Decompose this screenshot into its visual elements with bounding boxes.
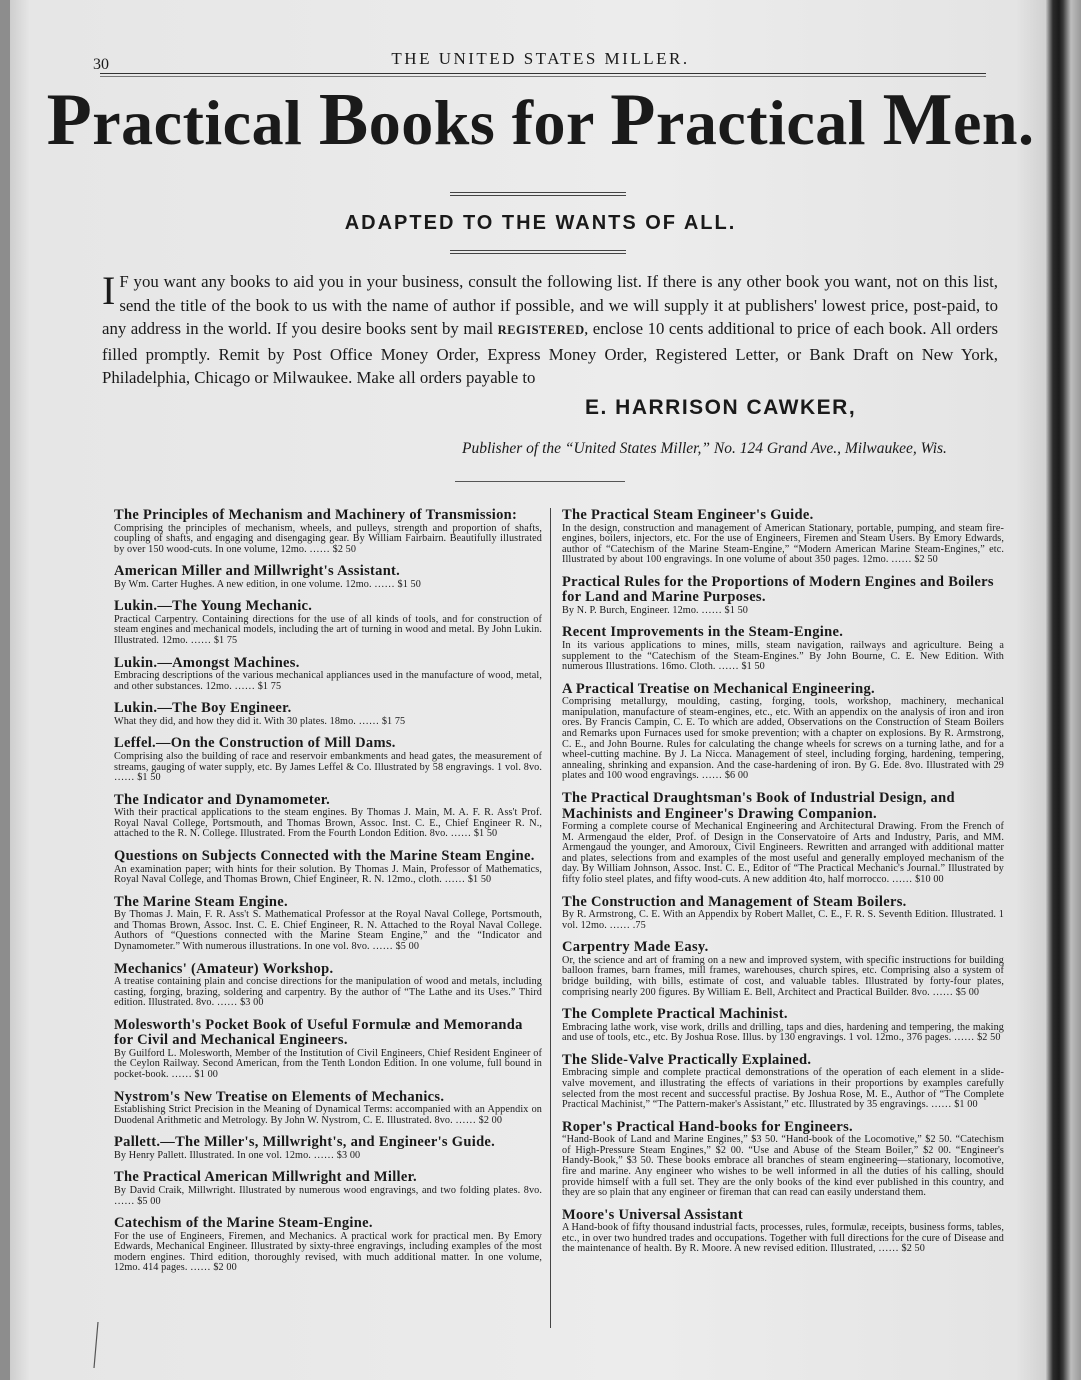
- book-price: $5 00: [395, 940, 420, 952]
- book-title: Lukin.—The Boy Engineer.: [114, 700, 292, 717]
- page-binding-edge: [1045, 0, 1081, 1380]
- book-description-text: With their practical applications to the steam engines. By Thomas J. Main, M. A. F. R. Ass't Prof. Royal Naval College, Portsmouth, and Thomas Brown, Assoc. Inst. C. E., Chief Engineer R. N., attached to the R. N. College. Illustrated. From the Fourth London Edition. 8vo.: [114, 807, 542, 840]
- book-entry: [114, 849, 542, 886]
- book-description: Embracing lathe work, vise work, drills and drilling, taps and dies, hardening and tempering, the making and use of tools, etc., etc. By Joshua Rose. Illus. by 130 engravings. 1 vol. 12mo., 376 pages. …… $2 50: [562, 1021, 1004, 1044]
- book-entry: [562, 625, 1004, 672]
- intro-registered: REGISTERED,: [497, 323, 589, 337]
- book-title: American Miller and Millwright's Assistant.: [114, 563, 401, 580]
- book-description: By Thomas J. Main, F. R. Ass't S. Mathematical Professor at the Royal Naval College, Portsmouth, and Thomas Brown, Assoc. Inst. C. E. Chief Engineer, R. N. Attached to the Royal Naval College. Authors of “Questions connected with the Marine Steam Engine,” and the “Indicator and Dynamometer.” With numerous illustrations. In one vol. 8vo. …… $5 00: [114, 909, 542, 952]
- book-entry: [114, 564, 542, 590]
- book-title: Pallett.—The Miller's, Millwright's, and Engineer's Guide.: [114, 1134, 496, 1151]
- intro-text-2: enclose 10 cents additional to price of each book. All orders filled promptly. Remit by Post Office Money Order, Express Money Order, Registered Letter, or Bank Draft on New York, Philadelphia, Chicago or Milwaukee. Make all orders payable to: [102, 319, 999, 387]
- book-description: A treatise containing plain and concise directions for the manipulation of wood and metals, including casting, forging, brazing, soldering and carpentry. By the author of “The Lathe and its Uses.” Third edition. Illustrated. 8vo. …… $3 00: [114, 976, 542, 1009]
- book-description-text: By Guilford L. Molesworth, Member of the Institution of Civil Engineers, Chief Resident Engineer of the Ceylon Railway. Second American, from the Tenth London Edition. In one volume, full bound in pocket-book.: [114, 1047, 542, 1081]
- book-description: Practical Carpentry. Containing directions for the use of all kinds of tools, and for construction of steam engines and mechanical models, including the art of turning in wood and metal. By John Lukin. Illustrated. 12mo. …… $1 75: [114, 613, 542, 647]
- book-entry: [562, 1007, 1004, 1044]
- book-list-right: [562, 508, 1004, 1264]
- book-description: Or, the science and art of framing on a new and improved system, with specific instructions for building balloon frames, barn frames, mill frames, warehouses, church spires, etc. Comprising also a system of bridge building, with bills, estimate of cost, and valuable tables. Illustrated by forty-four plates, comprising nearly 200 figures. By William E. Bell, Architect and Practical Builder. 8vo. …… $5 00: [562, 954, 1004, 998]
- book-description: By Guilford L. Molesworth, Member of the Institution of Civil Engineers, Chief Resident Engineer of the Ceylon Railway. Second American, from the Tenth London Edition. In one volume, full bound in pocket-book. …… $1 00: [114, 1047, 542, 1081]
- book-title: Carpentry Made Easy.: [562, 939, 709, 956]
- book-price: $5 00: [955, 986, 980, 998]
- book-description-text: Practical Carpentry. Containing directions for the use of all kinds of tools, and for construction of steam engines and mechanical models, including the art of turning in wood and metal. By John Lukin. Illustrated. 12mo.: [114, 613, 542, 647]
- book-title: Practical Rules for the Proportions of Modern Engines and Boilers for Land and Marine Purposes.: [562, 573, 994, 606]
- book-description: By Wm. Carter Hughes. A new edition, in one volume. 12mo. …… $1 50: [114, 578, 421, 590]
- book-description-text: A Hand-book of fifty thousand industrial facts, processes, rules, formulæ, receipts, business forms, tables, etc., in over two hundred trades and occupations. Together with full directions for the cure of Disease and the maintenance of health. By R. Moore. A new revised edition. Illustrated,: [562, 1222, 1004, 1255]
- book-description-text: Embracing descriptions of the various mechanical appliances used in the manufacture of wood, metal, and other substances. 12mo.: [114, 670, 542, 692]
- book-description: [562, 1135, 1004, 1199]
- title-word: Practical: [610, 79, 867, 161]
- book-description-text: By Wm. Carter Hughes. A new edition, in one volume. 12mo.: [114, 578, 372, 590]
- book-entry: [562, 682, 1004, 782]
- book-price: $1 50: [137, 772, 161, 784]
- book-description-text: Or, the science and art of framing on a new and improved system, with specific instructions for building balloon frames, barn frames, mill frames, warehouses, church spires, etc. Comprising also a system of bridge building, with bills, estimate of cost, and valuable tables. Illustrated by forty-four plates, comprising nearly 200 figures. By William E. Bell, Architect and Practical Builder. 8vo.: [562, 954, 1004, 998]
- book-title: Mechanics' (Amateur) Workshop.: [114, 960, 334, 977]
- book-title: Leffel.—On the Construction of Mill Dams.: [114, 735, 396, 752]
- page-number: 30: [93, 56, 109, 73]
- book-description-text: By David Craik, Millwright. Illustrated by numerous wood engravings, and two folding plates. 8vo.: [114, 1184, 542, 1196]
- book-price: $6 00: [724, 770, 749, 782]
- book-price: $1 50: [724, 604, 748, 616]
- book-price: $5 00: [137, 1195, 161, 1207]
- book-entry: [114, 793, 542, 840]
- header-rule-thin: [100, 76, 986, 77]
- title-word: Books: [318, 79, 496, 161]
- book-entry: [114, 656, 542, 693]
- book-description: By David Craik, Millwright. Illustrated by numerous wood engravings, and two folding plates. 8vo. …… $5 00: [114, 1184, 542, 1207]
- book-description: In the design, construction and management of American Stationary, portable, pumping, and steam fire-engines, boilers, injectors, etc. For the use of Engineers, Firemen and Steam Users. By Emory Edwards, author of “Catechism of the Marine Steam-Engine,” “Modern American Marine Steam-Engines,” etc. Illustrated by about 100 engravings. In one volume of about 350 pages. 12mo. …… $2 50: [562, 522, 1004, 566]
- book-entry: [114, 599, 542, 646]
- book-description: Comprising the principles of mechanism, wheels, and pulleys, strength and proportion of shafts, coupling of shafts, and engaging and disengaging gear. By William Fairbairn. Beautifully illustrated by over 150 wood-cuts. In one volume, 12mo. …… $2 50: [114, 522, 542, 555]
- book-description-text: By R. Armstrong, C. E. With an Appendix by Robert Mallet, C. E., F. R. S. Seventh Edition. Illustrated. 1 vol. 12mo.: [562, 909, 1004, 931]
- book-description: Forming a complete course of Mechanical Engineering and Architectural Drawing. From the French of M. Armengaud the elder, Prof. of Design in the Conservatoire of Arts and Industry, Paris, and MM. Armengaud the younger, and Amoroux, Civil Engineers. Rewritten and arranged with additional matter and plates, selections from and examples of the most useful and generally employed mechanism of the day. By William Johnson, Assoc. Inst. C. E., Editor of “The Practical Mechanic's Journal.” Illustrated by fifty folio steel plates, and fifty wood-cuts. A new addition 4to, half morrocco. …… $10 00: [562, 821, 1004, 885]
- book-description-text: Establishing Strict Precision in the Meaning of Dynamical Terms: accompanied with an Appendix on Duodenal Arithmetic and Metrology. By John W. Nystrom, C. E. Illustrated. 8vo.: [114, 1104, 542, 1126]
- book-title: The Practical Draughtsman's Book of Industrial Design, and Machinists and Engineer's Drawing Companion.: [562, 790, 955, 822]
- book-entry: [562, 508, 1004, 566]
- book-entry: [562, 1053, 1004, 1111]
- page-title: [0, 80, 1081, 161]
- book-title: Nystrom's New Treatise on Elements of Mechanics.: [114, 1088, 445, 1105]
- column-divider: [550, 508, 551, 1328]
- book-entry: [114, 895, 542, 953]
- book-description: A Hand-book of fifty thousand industrial facts, processes, rules, formulæ, receipts, business forms, tables, etc., in over two hundred trades and occupations. Together with full directions for the cure of Disease and the maintenance of health. By R. Moore. A new revised edition. Illustrated, …… $2 50: [562, 1222, 1004, 1255]
- book-price: $2 50: [914, 554, 938, 566]
- intro-dropcap: I: [102, 268, 116, 313]
- title-rule-bottom-2: [450, 253, 626, 254]
- book-description-text: Embracing simple and complete practical demonstrations of the operation of each element in a slide-valve movement, and illustrating the effects of variations in their proportions by examples carefully selected from the most recent and successful practise. By Joshua Rose, M. E., Author of “The Complete Practical Machinist,” “The Pattern-maker's Assistant,” etc. Illustrated by 35 engravings.: [562, 1067, 1004, 1111]
- book-description: Embracing descriptions of the various mechanical appliances used in the manufacture of wood, metal, and other substances. 12mo. …… $1 75: [114, 670, 542, 692]
- book-entry: [114, 701, 542, 727]
- book-description-text: By N. P. Burch, Engineer. 12mo.: [562, 604, 699, 616]
- book-price: $2 50: [977, 1032, 1001, 1044]
- book-entry: [562, 575, 1004, 617]
- book-description-text: In its various applications to mines, mills, steam navigation, railways and agriculture. Being a supplement to the “Catechism of the Steam-Engines.” By John Bourne, C. E. New Edition. With numerous Illustrations. 16mo. Cloth.: [562, 639, 1004, 673]
- book-description-text: A treatise containing plain and concise directions for the manipulation of wood and metals, including casting, forging, brazing, soldering and carpentry. By the author of “The Lathe and its Uses.” Third edition. Illustrated. 8vo.: [114, 976, 542, 1009]
- book-price: .75: [632, 919, 646, 931]
- book-price: $1 75: [257, 680, 282, 692]
- book-price: $1 50: [473, 828, 498, 840]
- book-description-text: By Henry Pallett. Illustrated. In one vol. 12mo.: [114, 1149, 311, 1161]
- book-title: Catechism of the Marine Steam-Engine.: [114, 1215, 373, 1232]
- book-description: Embracing simple and complete practical demonstrations of the operation of each element in a slide-valve movement, and illustrating the effects of variations in their proportions by examples carefully selected from the most recent and successful practise. By Joshua Rose, M. E., Author of “The Complete Practical Machinist,” “The Pattern-maker's Assistant,” etc. Illustrated by 35 engravings. …… $1 00: [562, 1067, 1004, 1111]
- book-entry: [562, 895, 1004, 932]
- book-price: $2 00: [213, 1262, 237, 1274]
- book-description: What they did, and how they did it. With 30 plates. 18mo. …… $1 75: [114, 715, 406, 727]
- title-rule-bottom-1: [450, 250, 626, 251]
- book-description-text: An examination paper; with hints for their solution. By Thomas J. Main, Professor of Mathematics, Royal Naval College, and Thomas Brown, Chief Engineer, R. N. 12mo., cloth.: [114, 863, 542, 886]
- book-price: $1 50: [397, 578, 421, 590]
- page-left-shadow: [0, 0, 10, 1380]
- book-list-left: [114, 508, 542, 1283]
- book-price: $2 50: [901, 1243, 925, 1255]
- book-description: By N. P. Burch, Engineer. 12mo. …… $1 50: [562, 604, 748, 616]
- book-description-text: Forming a complete course of Mechanical Engineering and Architectural Drawing. From the French of M. Armengaud the elder, Prof. of Design in the Conservatoire of Arts and Industry, Paris, and MM. Armengaud the younger, and Amoroux, Civil Engineers. Rewritten and arranged with additional matter and plates, selections from and examples of the most useful and generally employed mechanism of the day. By William Johnson, Assoc. Inst. C. E., Editor of “The Practical Mechanic's Journal.” Illustrated by fifty folio steel plates, and fifty wood-cuts. A new addition 4to, half morrocco.: [562, 821, 1004, 885]
- title-word: Practical: [46, 79, 303, 161]
- header-rule: [100, 73, 986, 74]
- book-entry: [562, 791, 1004, 886]
- book-price: $1 75: [381, 715, 406, 727]
- publisher-address: Publisher of the “United States Miller,” No. 124 Grand Ave., Milwaukee, Wis.: [462, 440, 947, 457]
- book-entry: [114, 1135, 542, 1161]
- title-rule-top-1: [450, 192, 626, 193]
- book-price: $1 00: [194, 1069, 218, 1081]
- book-title: Lukin.—Amongst Machines.: [114, 654, 300, 671]
- book-description: In its various applications to mines, mills, steam navigation, railways and agriculture. Being a supplement to the “Catechism of the Steam-Engines.” By John Bourne, C. E. New Edition. With numerous Illustrations. 16mo. Cloth. …… $1 50: [562, 639, 1004, 673]
- title-word: for: [511, 87, 594, 158]
- book-description: Establishing Strict Precision in the Meaning of Dynamical Terms: accompanied with an Appendix on Duodenal Arithmetic and Metrology. By John W. Nystrom, C. E. Illustrated. 8vo. …… $2 00: [114, 1104, 542, 1126]
- book-entry: [114, 508, 542, 555]
- book-price: $3 00: [336, 1149, 361, 1161]
- publisher-name: E. HARRISON CAWKER,: [585, 396, 857, 419]
- book-title: The Complete Practical Machinist.: [562, 1006, 788, 1023]
- book-description-text: Comprising the principles of mechanism, wheels, and pulleys, strength and proportion of shafts, coupling of shafts, and engaging and disengaging gear. By William Fairbairn. Beautifully illustrated by over 150 wood-cuts. In one volume, 12mo.: [114, 522, 542, 555]
- title-rule-top-2: [450, 195, 626, 196]
- book-entry: [114, 1216, 542, 1274]
- book-title: The Construction and Management of Steam Boilers.: [562, 893, 907, 910]
- book-title: The Principles of Mechanism and Machinery of Transmission:: [114, 507, 518, 523]
- book-title: The Slide-Valve Practically Explained.: [562, 1051, 812, 1068]
- book-price: $2 50: [332, 543, 357, 555]
- book-title: The Practical Steam Engineer's Guide.: [562, 507, 814, 523]
- book-title: Molesworth's Pocket Book of Useful Formulæ and Memoranda for Civil and Mechanical Engineers.: [114, 1016, 523, 1049]
- book-description-text: What they did, and how they did it. With 30 plates. 18mo.: [114, 715, 356, 727]
- intro-text-1: F you want any books to aid you in your business, consult the following list. If there is any other book you want, not on this list, send the title of the book to us with the name of author if possible, and we will supply it at publishers' lowest price, post-paid, to any address in the world. If you desire books sent by mail: [102, 272, 998, 338]
- book-title: Lukin.—The Young Mechanic.: [114, 598, 313, 615]
- book-description-text: Comprising also the building of race and reservoir embankments and head gates, the measurement of streams, gauging of water supply, etc. By James Leffel & Co. Illustrated by 58 engravings. 1 vol. 8vo.: [114, 750, 542, 773]
- book-entry: [562, 1208, 1004, 1255]
- book-description: For the use of Engineers, Firemen, and Mechanics. A practical work for practical men. By Emory Edwards, Mechanical Engineer. Illustrated by sixty-three engravings, including examples of the most modern engines. Third edition, thoroughly revised, with much additional matter. In one volume, 12mo. 414 pages. …… $2 00: [114, 1230, 542, 1274]
- page-subtitle: ADAPTED TO THE WANTS OF ALL.: [344, 212, 737, 234]
- book-description: With their practical applications to the steam engines. By Thomas J. Main, M. A. F. R. Ass't Prof. Royal Naval College, Portsmouth, and Thomas Brown, Assoc. Inst. C. E., Chief Engineer R. N., attached to the R. N. College. Illustrated. From the Fourth London Edition. 8vo. …… $1 50: [114, 807, 542, 840]
- intro-paragraph: [102, 270, 998, 390]
- book-description-text: Comprising metallurgy, moulding, casting, forging, tools, workshop, machinery, mechanical manipulation, manufacture of steam-engines, etc., etc. With an appendix on the analysis of iron and iron ores. By Francis Campin, C. E. To which are added, Observations on the Construction of Steam Boilers and Remarks upon Furnaces used for smoke prevention; with a chapter on explosions. By R. Armstrong, C. E., and John Bourne. Rules for calculating the change wheels for screws on a turning lathe, and for a wheel-cutting machine. By J. La Nicca. Management of steel, including forging, hardening, tempering, annealing, shrinking and expansion. And the case-hardening of iron. By G. Ede. 8vo. Illustrated with 29 plates and 100 wood engravings.: [562, 696, 1004, 782]
- title-word: Men.: [882, 79, 1035, 161]
- page-corner-mark: [80, 1320, 110, 1370]
- book-description-text: In the design, construction and management of American Stationary, portable, pumping, and steam fire-engines, boilers, injectors, etc. For the use of Engineers, Firemen and Steam Users. By Emory Edwards, author of “Catechism of the Marine Steam-Engine,” “Modern American Marine Steam-Engines,” etc. Illustrated by about 100 engravings. In one volume of about 350 pages. 12mo.: [562, 522, 1004, 566]
- book-description-text: By Thomas J. Main, F. R. Ass't S. Mathematical Professor at the Royal Naval College, Portsmouth, and Thomas Brown, Assoc. Inst. C. E. Chief Engineer, R. N. Attached to the Royal Naval College. Authors of “Questions connected with the Marine Steam Engine,” and the “Indicator and Dynamometer.” With numerous illustrations. In one vol. 8vo.: [114, 909, 542, 952]
- book-price: $3 00: [240, 997, 264, 1009]
- book-title: The Practical American Millwright and Miller.: [114, 1169, 417, 1186]
- book-entry: [562, 940, 1004, 998]
- book-description-text: For the use of Engineers, Firemen, and Mechanics. A practical work for practical men. By Emory Edwards, Mechanical Engineer. Illustrated by sixty-three engravings, including examples of the most modern engines. Third edition, thoroughly revised, with much additional matter. In one volume, 12mo. 414 pages.: [114, 1230, 542, 1274]
- book-title: Recent Improvements in the Steam-Engine.: [562, 624, 844, 641]
- book-price: $1 50: [467, 874, 492, 886]
- book-description: By Henry Pallett. Illustrated. In one vol. 12mo. …… $3 00: [114, 1149, 361, 1161]
- book-entry: [114, 962, 542, 1009]
- book-entry: [114, 1018, 542, 1081]
- book-title: Roper's Practical Hand-books for Engineers.: [562, 1118, 853, 1135]
- book-title: The Indicator and Dynamometer.: [114, 791, 331, 808]
- book-price: $2 00: [478, 1114, 503, 1126]
- book-title: Questions on Subjects Connected with the Marine Steam Engine.: [114, 848, 535, 864]
- book-price: $1 75: [213, 635, 238, 647]
- book-price: $10 00: [915, 873, 944, 885]
- book-title: A Practical Treatise on Mechanical Engineering.: [562, 680, 875, 697]
- book-entry: [114, 736, 542, 783]
- book-description: Comprising also the building of race and reservoir embankments and head gates, the measurement of streams, gauging of water supply, etc. By James Leffel & Co. Illustrated by 58 engravings. 1 vol. 8vo. …… $1 50: [114, 750, 542, 784]
- book-description: By R. Armstrong, C. E. With an Appendix by Robert Mallet, C. E., F. R. S. Seventh Edition. Illustrated. 1 vol. 12mo. …… .75: [562, 909, 1004, 931]
- book-description: An examination paper; with hints for their solution. By Thomas J. Main, Professor of Mathematics, Royal Naval College, and Thomas Brown, Chief Engineer, R. N. 12mo., cloth. …… $1 50: [114, 863, 542, 886]
- book-description-text: “Hand-Book of Land and Marine Engines,” $3 50. “Hand-book of the Locomotive,” $2 50. “Catechism of High-Pressure Steam Engines,” $2 00. “Use and Abuse of the Steam Boiler,” $2 00. “Engineer's Handy-Book,” $3 50. These books embrace all branches of steam engineering—stationary, locomotive, fire and marine. Any engineer who wishes to be well informed in all the duties of his calling, should provide himself with a full set. They are the only books of the kind ever published in this country, and they are so plain that any engineer or fireman that can read can easily understand them.: [562, 1134, 1004, 1199]
- book-price: $1 00: [954, 1099, 978, 1111]
- book-entry: [114, 1170, 542, 1207]
- book-description: Comprising metallurgy, moulding, casting, forging, tools, workshop, machinery, mechanical manipulation, manufacture of steam-engines, etc., etc. With an appendix on the analysis of iron and iron ores. By Francis Campin, C. E. To which are added, Observations on the Construction of Steam Boilers and Remarks upon Furnaces used for smoke prevention; with a chapter on explosions. By R. Armstrong, C. E., and John Bourne. Rules for calculating the change wheels for screws on a turning lathe, and for a wheel-cutting machine. By J. La Nicca. Management of steel, including forging, hardening, tempering, annealing, shrinking and expansion. And the case-hardening of iron. By G. Ede. 8vo. Illustrated with 29 plates and 100 wood engravings. …… $6 00: [562, 696, 1004, 782]
- book-entry: [114, 1090, 542, 1127]
- book-price: $1 50: [741, 661, 765, 673]
- intro-rule: [455, 481, 625, 482]
- book-title: The Marine Steam Engine.: [114, 893, 288, 910]
- book-title: Moore's Universal Assistant: [562, 1206, 744, 1223]
- book-description-text: Embracing lathe work, vise work, drills and drilling, taps and dies, hardening and tempering, the making and use of tools, etc., etc. By Joshua Rose. Illus. by 130 engravings. 1 vol. 12mo., 376 pages.: [562, 1021, 1004, 1044]
- book-entry: [562, 1120, 1004, 1199]
- running-head: THE UNITED STATES MILLER.: [391, 49, 690, 68]
